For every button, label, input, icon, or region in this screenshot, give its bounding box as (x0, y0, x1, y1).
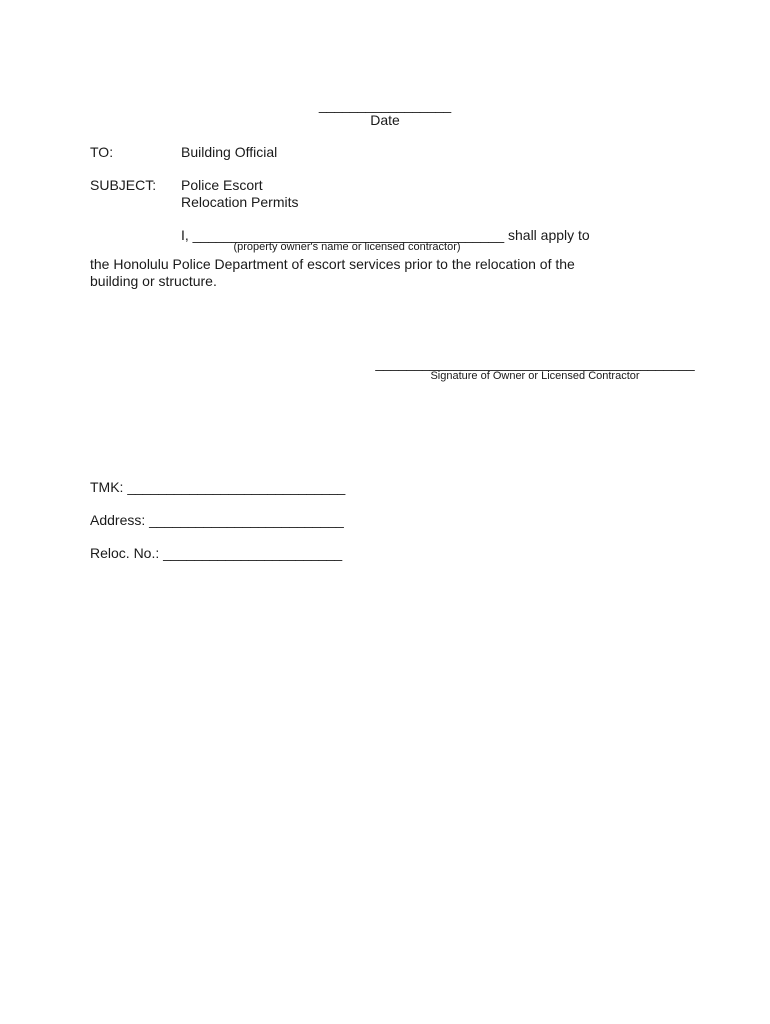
subject-line-2: Relocation Permits (181, 194, 299, 210)
name-caption: (property owner's name or licensed contractor) (233, 241, 461, 253)
date-blank-line[interactable]: _________________ (318, 97, 452, 113)
date-label: Date (370, 112, 400, 128)
to-label: TO: (90, 144, 114, 160)
subject-label: SUBJECT: (90, 177, 157, 193)
statement-line-2: the Honolulu Police Department of escort services prior to the relocation of the (90, 256, 575, 272)
reloc-number-field[interactable]: Reloc. No.: _______________________ (90, 545, 343, 561)
to-value: Building Official (181, 144, 278, 160)
address-field[interactable]: Address: _________________________ (90, 512, 344, 528)
tmk-field[interactable]: TMK: ____________________________ (90, 479, 346, 495)
statement-name-line[interactable]: I, ________________________________________ shall apply to (181, 227, 590, 243)
signature-caption: Signature of Owner or Licensed Contractor (430, 370, 640, 382)
signature-line[interactable]: _________________________________________ (375, 355, 695, 371)
subject-line-1: Police Escort (181, 177, 263, 193)
statement-line-3: building or structure. (90, 273, 217, 289)
